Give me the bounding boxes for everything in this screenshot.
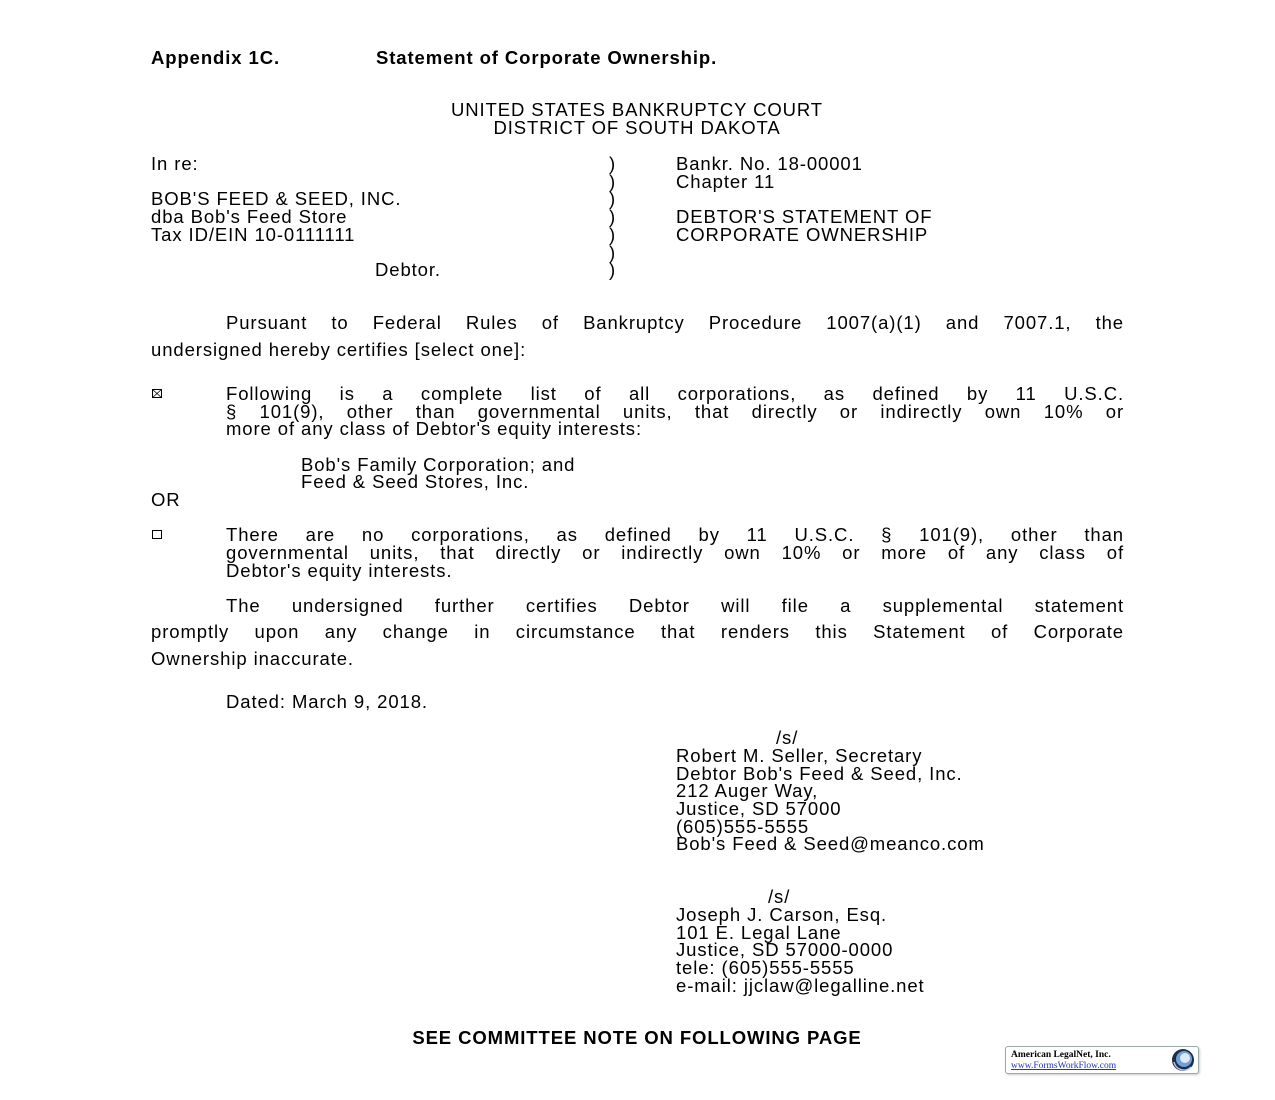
caption-paren: ) [609,206,617,227]
option1-line1: Following is a complete list of all corporations, as defined by 11 U.S.C. [226,383,1124,404]
corporation-list-item: Bob's Family Corporation; and [301,454,576,475]
signer-city: Justice, SD 57000 [676,798,842,819]
committee-note: SEE COMMITTEE NOTE ON FOLLOWING PAGE [412,1027,862,1048]
american-legalnet-logo[interactable] [1005,1046,1199,1074]
option-corporations-list-checkbox[interactable] [152,389,162,398]
signer-company: Debtor Bob's Feed & Seed, Inc. [676,763,963,784]
debtor-name: BOB'S FEED & SEED, INC. [151,188,402,209]
option1-line2: § 101(9), other than governmental units, that directly or indirectly own 10% or [226,401,1124,422]
intro-paragraph-line2: undersigned hereby certifies [select one]: [151,339,527,360]
option1-line3: more of any class of Debtor's equity interests: [226,418,642,439]
attorney-city: Justice, SD 57000-0000 [676,939,894,960]
case-number: Bankr. No. 18-00001 [676,153,863,174]
corporation-list-item: Feed & Seed Stores, Inc. [301,471,530,492]
signature-mark: /s/ [768,886,791,907]
case-chapter: Chapter 11 [676,171,776,192]
option-no-corporations-checkbox[interactable] [152,530,162,539]
caption-paren: ) [609,171,617,192]
option2-line1: There are no corporations, as defined by 11 U.S.C. § 101(9), other than [226,524,1124,545]
caption-paren: ) [609,153,617,174]
or-separator: OR [151,489,181,510]
further-paragraph-line1: The undersigned further certifies Debtor will file a supplemental statement [226,595,1124,616]
option2-line3: Debtor's equity interests. [226,560,453,581]
in-re-label: In re: [151,153,199,174]
signature-mark: /s/ [776,727,799,748]
checked-x-icon [153,390,161,397]
further-paragraph-line3: Ownership inaccurate. [151,648,354,669]
attorney-name: Joseph J. Carson, Esq. [676,904,888,925]
caption-paren: ) [609,188,617,209]
appendix-title: Statement of Corporate Ownership. [376,47,718,68]
attorney-email: e-mail: jjclaw@legalline.net [676,975,925,996]
globe-icon [1171,1048,1195,1072]
court-district: DISTRICT OF SOUTH DAKOTA [493,117,781,138]
court-name: UNITED STATES BANKRUPTCY COURT [450,99,824,120]
document-title-line1: DEBTOR'S STATEMENT OF [676,206,933,227]
attorney-phone: tele: (605)555-5555 [676,957,855,978]
document-title-line2: CORPORATE OWNERSHIP [676,224,929,245]
caption-paren: ) [609,259,617,280]
debtor-tax-id: Tax ID/EIN 10-0111111 [151,224,356,245]
logo-url-link[interactable]: www.FormsWorkFlow.com [1011,1061,1117,1071]
debtor-dba: dba Bob's Feed Store [151,206,348,227]
dated-line: Dated: March 9, 2018. [226,691,428,712]
signer-name: Robert M. Seller, Secretary [676,745,923,766]
caption-paren: ) [609,242,617,263]
debtor-label: Debtor. [375,259,441,280]
attorney-address: 101 E. Legal Lane [676,922,842,943]
intro-paragraph-line1: Pursuant to Federal Rules of Bankruptcy Procedure 1007(a)(1) and 7007.1, the [226,312,1124,333]
further-paragraph-line2: promptly upon any change in circumstance that renders this Statement of Corporate [151,621,1124,642]
logo-company: American LegalNet, Inc. [1011,1050,1111,1060]
caption-paren: ) [609,224,617,245]
signer-phone: (605)555-5555 [676,816,810,837]
signer-email: Bob's Feed & Seed@meanco.com [676,833,985,854]
option2-line2: governmental units, that directly or indirectly own 10% or more of any class of [226,542,1124,563]
signer-address: 212 Auger Way, [676,780,819,801]
appendix-label: Appendix 1C. [151,47,281,68]
